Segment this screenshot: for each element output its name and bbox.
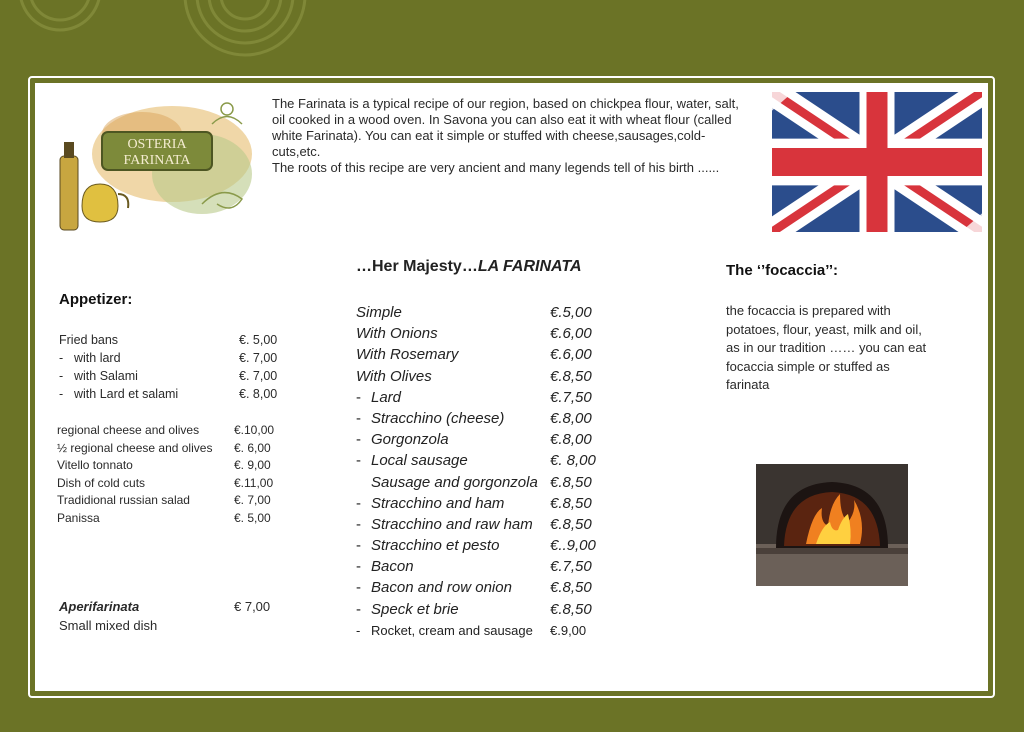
farinata-item bbox=[356, 366, 610, 387]
appetizer-item-name bbox=[57, 457, 234, 475]
appetizer-item-price: €.11,00 bbox=[234, 475, 274, 490]
appetizer-item bbox=[57, 440, 294, 458]
intro-paragraph-2: The roots of this recipe are very ancient and many legends tell of his birth ...... bbox=[272, 160, 720, 175]
farinata-item-price: €.8,00 bbox=[550, 409, 592, 427]
farinata-title bbox=[356, 258, 582, 276]
bullet-dash: - bbox=[59, 369, 64, 383]
bullet-dash: - bbox=[59, 351, 64, 365]
farinata-item-name bbox=[356, 599, 550, 620]
intro-paragraph-1: The Farinata is a typical recipe of our region, based on chickpea flour, water, salt, oil cooked in a wood oven. In Savona you can also eat it with wheat flour (called white Farinata). You can eat it simple or stuffed with cheese,sausages,cold-cuts,etc. bbox=[272, 96, 739, 159]
focaccia-title: The ‘’focaccia’’: bbox=[726, 262, 838, 279]
appetizer-item-label: Tradidional russian salad bbox=[57, 493, 190, 507]
farinata-item-price: €.8,50 bbox=[550, 367, 592, 385]
farinata-item-label: Stracchino et pesto bbox=[371, 537, 500, 555]
appetizer-item bbox=[57, 422, 294, 440]
union-jack-flag bbox=[772, 92, 982, 232]
farinata-item bbox=[356, 344, 610, 365]
farinata-item-name bbox=[356, 323, 550, 344]
appetizer-item bbox=[57, 492, 294, 510]
farinata-item-label: Bacon and row onion bbox=[371, 579, 512, 597]
farinata-item-name bbox=[356, 535, 550, 556]
farinata-item-label: Stracchino and raw ham bbox=[371, 515, 533, 533]
farinata-item-price: €.8,50 bbox=[550, 473, 592, 491]
farinata-item-price: €.8,00 bbox=[550, 431, 592, 449]
appetizer-item-label: Panissa bbox=[57, 510, 100, 525]
appetizer-item-name bbox=[59, 385, 239, 403]
aperifarinata-desc: Small mixed dish bbox=[59, 618, 158, 633]
farinata-item-price: €.8,50 bbox=[550, 579, 592, 597]
farinata-item bbox=[356, 599, 610, 620]
appetizer-item-label: Dish of cold cuts bbox=[57, 475, 146, 490]
appetizer-item-label: with Lard et salami bbox=[74, 387, 179, 401]
farinata-item-label: Bacon bbox=[371, 558, 414, 576]
farinata-item-name bbox=[356, 366, 550, 387]
farinata-item bbox=[356, 323, 610, 344]
farinata-item-name bbox=[356, 429, 550, 450]
farinata-item-label: With Rosemary bbox=[356, 346, 459, 364]
appetizer-list-2 bbox=[57, 422, 294, 527]
farinata-item-label: Stracchino (cheese) bbox=[371, 409, 505, 427]
farinata-item-label: Gorgonzola bbox=[371, 431, 449, 449]
appetizer-item-price: €. 7,00 bbox=[239, 351, 278, 365]
focaccia-text: the focaccia is prepared with potatoes, flour, yeast, milk and oil, as in our tradition …… you can eat focaccia simple or stuffed as farinata bbox=[726, 303, 927, 392]
appetizer-item-name bbox=[57, 422, 234, 440]
bullet-dash: - bbox=[356, 600, 361, 618]
appetizer-item-label: regional cheese and olives bbox=[57, 423, 200, 437]
farinata-item-price: €.8,50 bbox=[550, 515, 592, 533]
intro-text bbox=[272, 96, 748, 176]
appetizer-title: Appetizer: bbox=[59, 291, 133, 308]
farinata-item-price: €.9,00 bbox=[550, 622, 587, 638]
appetizer-item-price: €. 6,00 bbox=[234, 440, 271, 455]
appetizer-item-label: Fried bans bbox=[59, 333, 119, 347]
appetizer-item-name bbox=[57, 510, 234, 528]
farinata-list bbox=[356, 302, 610, 641]
farinata-item-price: €. 8,00 bbox=[550, 452, 596, 470]
farinata-item bbox=[356, 472, 610, 493]
bullet-dash: - bbox=[356, 579, 361, 597]
farinata-item-name bbox=[356, 620, 550, 641]
appetizer-item-label: with lard bbox=[74, 351, 121, 365]
appetizer-item-label: ½ regional cheese and olives bbox=[57, 440, 213, 455]
appetizer-item-price: €. 5,00 bbox=[239, 333, 278, 347]
farinata-item-name bbox=[356, 493, 550, 514]
farinata-item bbox=[356, 620, 610, 641]
farinata-item bbox=[356, 302, 610, 323]
farinata-item-label: Sausage and gorgonzola bbox=[371, 473, 538, 491]
appetizer-item-name bbox=[59, 331, 239, 349]
farinata-item-label: Rocket, cream and sausage bbox=[371, 622, 533, 638]
appetizer-item-name bbox=[59, 367, 239, 385]
farinata-item bbox=[356, 535, 610, 556]
appetizer-item-price: €. 8,00 bbox=[239, 387, 278, 401]
farinata-item-name bbox=[356, 408, 550, 429]
appetizer-item bbox=[59, 331, 299, 349]
bullet-dash: - bbox=[356, 409, 361, 427]
farinata-item-label: Lard bbox=[371, 388, 402, 406]
appetizer-item-price: €. 7,00 bbox=[234, 493, 271, 507]
bullet-dash: - bbox=[356, 494, 361, 512]
farinata-item bbox=[356, 493, 610, 514]
appetizer-item bbox=[59, 385, 299, 403]
farinata-item-label: With Olives bbox=[356, 367, 432, 385]
appetizer-item-price: €.10,00 bbox=[234, 423, 275, 437]
appetizer-item bbox=[57, 457, 294, 475]
appetizer-item-name bbox=[57, 492, 234, 510]
farinata-item bbox=[356, 408, 610, 429]
farinata-item bbox=[356, 556, 610, 577]
farinata-item-name bbox=[356, 514, 550, 535]
farinata-item-label: With Onions bbox=[356, 325, 438, 343]
farinata-item-name bbox=[356, 344, 550, 365]
bullet-dash: - bbox=[59, 387, 64, 401]
farinata-item-name bbox=[356, 556, 550, 577]
farinata-item-name bbox=[356, 450, 550, 471]
appetizer-item-price: €. 9,00 bbox=[234, 458, 271, 472]
bullet-dash: - bbox=[356, 431, 361, 449]
farinata-item-label: Simple bbox=[356, 304, 402, 321]
aperifarinata-name: Aperifarinata bbox=[59, 599, 140, 614]
appetizer-item-label: Vitello tonnato bbox=[57, 458, 133, 472]
appetizer-item bbox=[59, 367, 299, 385]
farinata-title-prefix: …Her Majesty… bbox=[356, 258, 478, 275]
farinata-item bbox=[356, 514, 610, 535]
farinata-item-price: €.8,50 bbox=[550, 600, 592, 618]
bullet-dash: - bbox=[356, 558, 361, 576]
farinata-item-price: €.6,00 bbox=[550, 346, 592, 364]
bullet-dash: - bbox=[356, 515, 361, 533]
bullet-dash: - bbox=[356, 388, 361, 406]
appetizer-item-label: with Salami bbox=[74, 369, 138, 383]
appetizer-item-name bbox=[57, 440, 234, 458]
aperifarinata-block bbox=[59, 597, 299, 635]
appetizer-item-name bbox=[57, 475, 234, 493]
appetizer-item bbox=[57, 475, 294, 493]
farinata-item-label: Stracchino and ham bbox=[371, 494, 505, 512]
farinata-item-name bbox=[356, 577, 550, 598]
bullet-dash: - bbox=[356, 537, 361, 555]
farinata-item-price: €.7,50 bbox=[550, 558, 592, 576]
aperifarinata-price: € 7,00 bbox=[234, 599, 271, 614]
farinata-item-label: Local sausage bbox=[371, 452, 468, 470]
bullet-dash: - bbox=[356, 452, 361, 470]
appetizer-item bbox=[57, 510, 294, 528]
farinata-item-price: €.7,50 bbox=[550, 388, 592, 406]
farinata-title-em: LA FARINATA bbox=[477, 258, 582, 275]
farinata-item bbox=[356, 387, 610, 408]
decorative-swirl bbox=[0, 0, 320, 70]
farinata-item-price: €..9,00 bbox=[550, 537, 596, 555]
farinata-item-name bbox=[356, 387, 550, 408]
appetizer-item-price: €. 5,00 bbox=[234, 510, 271, 525]
farinata-item-price: €.8,50 bbox=[550, 494, 592, 512]
wood-oven-photo bbox=[756, 464, 908, 586]
bullet-dash: - bbox=[356, 622, 361, 638]
appetizer-item-name bbox=[59, 349, 239, 367]
appetizer-list-1 bbox=[59, 331, 299, 403]
farinata-item bbox=[356, 577, 610, 598]
farinata-item-name bbox=[356, 302, 550, 323]
appetizer-item-price: €. 7,00 bbox=[239, 369, 278, 383]
farinata-item-price: €.6,00 bbox=[550, 325, 592, 343]
farinata-item-name bbox=[356, 472, 550, 493]
osteria-logo bbox=[52, 94, 258, 234]
farinata-item-price: €.5,00 bbox=[550, 304, 592, 321]
farinata-item bbox=[356, 429, 610, 450]
logo-text-farinata: FARINATA bbox=[123, 153, 191, 168]
farinata-item bbox=[356, 450, 610, 471]
appetizer-item bbox=[59, 349, 299, 367]
farinata-item-label: Speck et brie bbox=[371, 600, 459, 618]
logo-text-osteria: OSTERIA bbox=[127, 137, 187, 152]
